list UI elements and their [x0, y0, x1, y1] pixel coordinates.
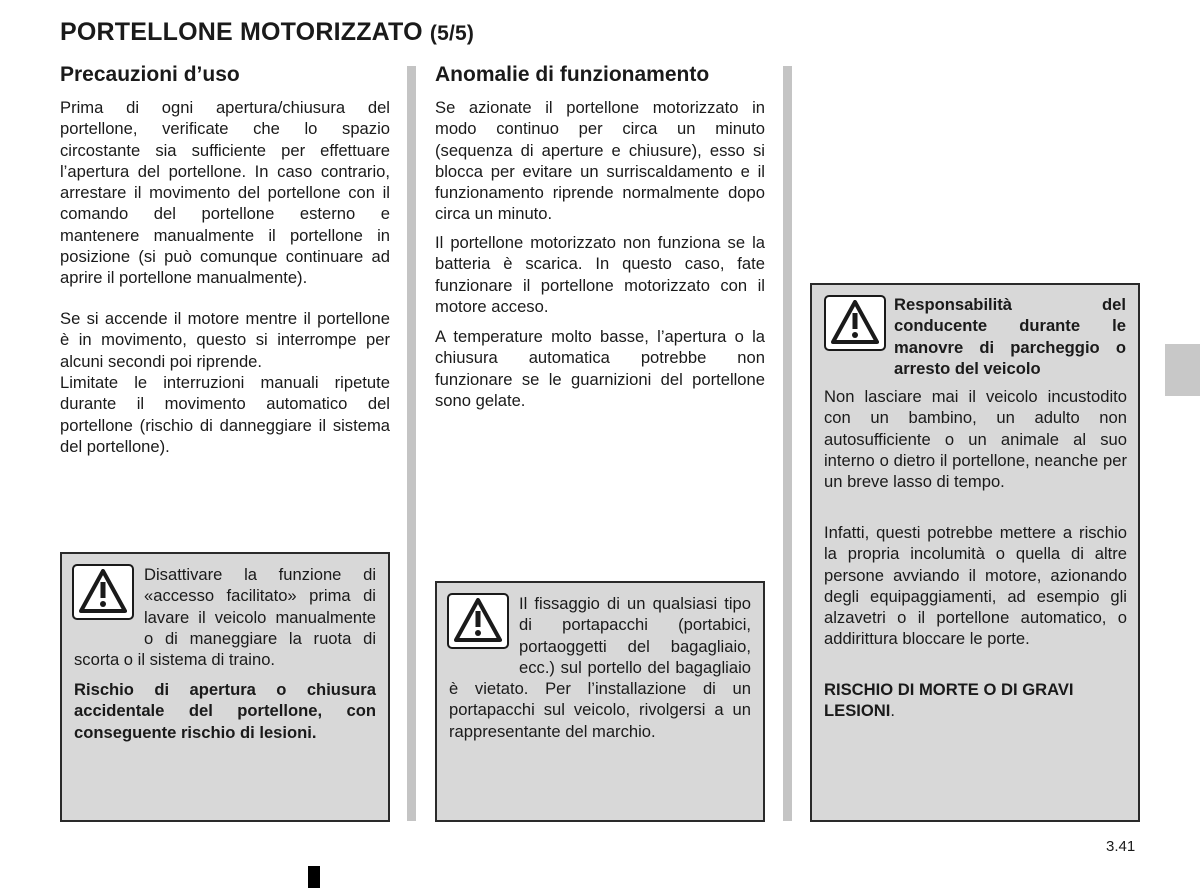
page-title: [60, 18, 474, 47]
anomalies-paragraph-1: Se azionate il portellone motorizzato in modo continuo per circa un minuto (sequenza di aperture e chiusure), esso si blocca per evitare un surriscaldamento e il funzionamento riprende normalmente dopo circa un minuto.: [435, 98, 765, 224]
precautions-paragraph-2: Se si accende il motore mentre il portellone è in movimento, questo si interrompe per alcuni secondi poi riprende.: [60, 309, 390, 371]
warning-triangle-icon: [824, 295, 886, 351]
chapter-tab: [1165, 344, 1200, 396]
warning-bold-risk: [824, 679, 1127, 722]
warning-box-easy-access: [60, 552, 390, 822]
anomalies-paragraph-2: Il portellone motorizzato non funziona se la batteria è scarica. In questo caso, fate funzionare il portellone motorizzato con il motore acceso.: [435, 233, 765, 316]
precautions-paragraph-1: Prima di ogni apertura/chiusura del portellone, verificate che lo spazio circostante sia sufficiente per effettuare l’apertura del portellone. In caso contrario, arrestare il movimento del portellone con il comando del portellone esterno e mantenere manualmente il portellone in posizione (si può comunque continuare ad aprire il portellone manualmente).: [60, 98, 390, 288]
warning-box-roof-rack: [435, 581, 765, 822]
warning-box-driver-responsibility: [810, 283, 1140, 822]
warning-text-roof-rack: [449, 593, 751, 742]
page-title-suffix: (5/5): [429, 22, 475, 45]
warning-bold-easy-access: Rischio di apertura o chiusura accidentale del portellone, con conseguente rischio di lesioni.: [74, 680, 376, 742]
warning-paragraph-2: Infatti, questi potrebbe mettere a rischio la propria incolumità o quella di altre persone avviando il motore, azionando degli equipaggiamenti, ad esempio gli alzavetri o il portellone automatico, o addirittura bloccare le porte.: [824, 523, 1127, 649]
warning-title-driver-responsibility: Responsabilità del conducente durante le manovre di parcheggio o arresto del veicolo: [894, 295, 1126, 378]
page-title-text: PORTELLONE MOTORIZZATO: [60, 18, 423, 46]
warning-paragraph-1: Non lasciare mai il veicolo incustodito con un bambino, un adulto non autosufficiente o un animale al suo interno o dietro il portellone, neanche per un breve lasso di tempo.: [824, 387, 1127, 492]
section-heading-anomalies: Anomalie di funzionamento: [435, 63, 710, 86]
crop-mark: [308, 866, 320, 888]
column-divider: [783, 66, 792, 821]
warning-text-easy-access-body: Disattivare la funzione di «accesso facilitato» prima di lavare il veicolo manualmente o di maneggiare la ruota di scorta o il sistema di traino.: [74, 565, 376, 670]
anomalies-paragraph-3: A temperature molto basse, l’apertura o la chiusura automatica potrebbe non funzionare se le guarnizioni del portellone sono gelate.: [435, 327, 765, 410]
section-heading-precautions: Precauzioni d’uso: [60, 63, 240, 86]
column-divider: [407, 66, 416, 821]
warning-bold-risk-text: RISCHIO DI MORTE O DI GRAVI LESIONI: [824, 680, 1074, 721]
warning-text-easy-access: [74, 564, 376, 670]
warning-bold-risk-period: .: [890, 701, 896, 721]
page-number: 3.41: [1106, 838, 1136, 855]
warning-text-roof-rack-body: Il fissaggio di un qualsiasi tipo di portapacchi (portabici, portaoggetti del bagagliaio, ecc.) sul portello del bagagliaio è vietato. Per l’installazione di un portapacchi sul veicolo, rivolgersi a un rappresentante del marchio.: [449, 594, 751, 741]
precautions-paragraph-3: Limitate le interruzioni manuali ripetute durante il movimento automatico del portellone (rischio di danneggiare il sistema del portellone).: [60, 373, 390, 456]
